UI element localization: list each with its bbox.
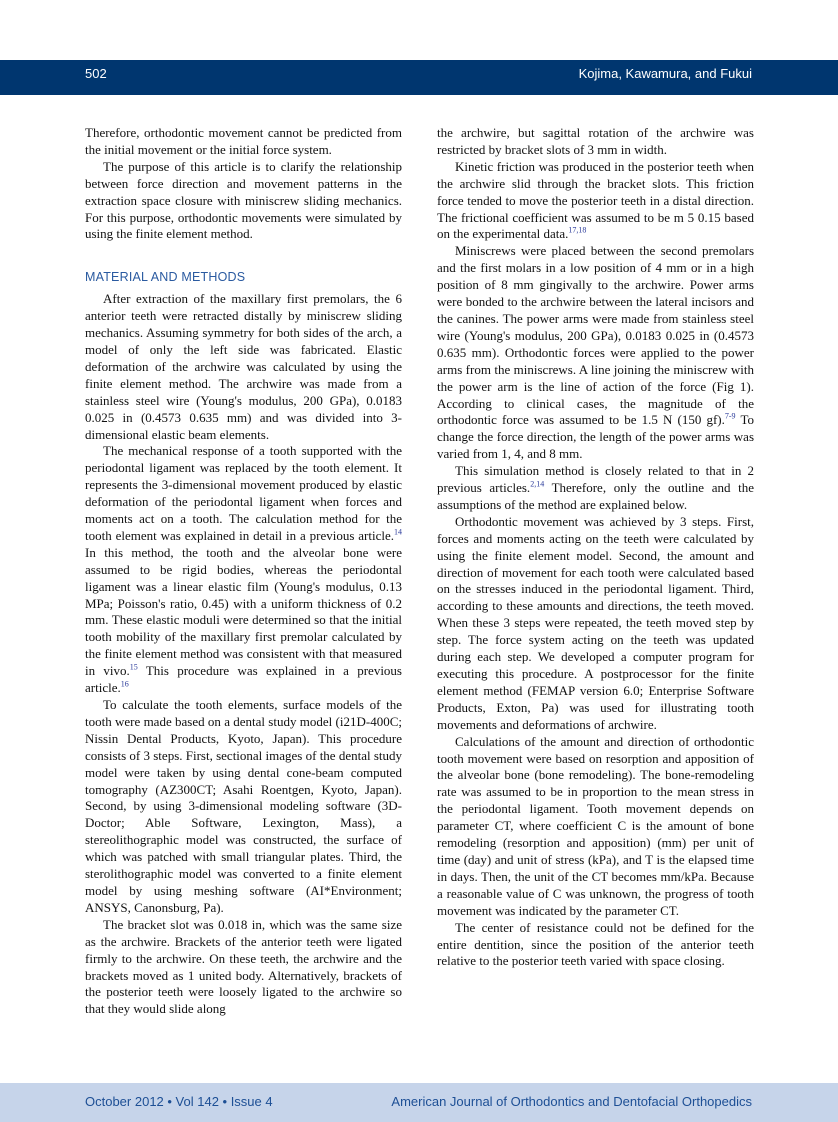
paragraph (437, 514, 754, 734)
paragraph (437, 920, 754, 971)
paragraph-text: Therefore, only the outline and the assumptions of the method are explained below. (437, 480, 754, 512)
paragraph (437, 159, 754, 244)
citation-reference: 2,14 (530, 479, 545, 489)
paragraph-text: The mechanical response of a tooth supported with the periodontal ligament was replaced by the tooth element. It represents the 3-dimensional movement produced by elastic deformation of the periodontal ligament when forces and moments act on a tooth. The calculation method for the tooth element was explained in detail in a previous article. (85, 443, 402, 543)
citation-reference: 7-9 (724, 412, 736, 422)
paragraph-text: The bracket slot was 0.018 in, which was the same size as the archwire. Brackets of the anterior teeth were ligated firmly to the archwire. On these teeth, the archwire and the brackets moved as 1 united body. Alternatively, brackets of the posterior teeth were loosely ligated to the archwire so that they would slide along (85, 916, 402, 1017)
section-heading: MATERIAL AND METHODS (85, 270, 246, 285)
citation-reference: 15 (129, 662, 138, 672)
right-column (437, 125, 754, 970)
paragraph-text: In this method, the tooth and the alveolar bone were assumed to be rigid bodies, whereas the periodontal ligament was a linear elastic film (Young's modulus, 0.13 MPa; Poisson's ratio, 0.45) with a uniform thickness of 0.2 mm. These elastic moduli were determined so that the initial tooth mobility of the maxillary first premolar calculated by the finite element method was consistent with that measured in vivo. (85, 544, 402, 679)
paragraph (437, 243, 754, 463)
paragraph-text: To calculate the tooth elements, surface models of the tooth were made based on a dental study model (i21D-400C; Nissin Dental Products, Kyoto, Japan). This procedure consists of 3 steps. First, sectional images of the dental study model were taken by using dental cone-beam computed tomography (AZ300CT; Asahi Roentgen, Kyoto, Japan). Second, by using 3-dimensional modeling software (3D-Doctor; Able Software, Lexington, Mass), a stereolithographic model was constructed, the surface of which was patched with small triangular plates. Third, the sterolithographic model was converted to a finite element model by using meshing software (AI*Environment; ANSYS, Canonsburg, Pa). (85, 697, 403, 915)
paragraph (85, 917, 402, 1018)
paragraph-text: Therefore, orthodontic movement cannot be predicted from the initial movement or the initial force system. (85, 125, 402, 157)
paragraph-text: The center of resistance could not be defined for the entire dentition, since the position of the anterior teeth relative to the posterior teeth varied with space closing. (437, 919, 754, 969)
running-header (0, 60, 838, 95)
paragraph-text: This simulation method is closely related to that in 2 previous articles. (437, 463, 754, 496)
paragraph (85, 125, 402, 159)
paragraph (85, 159, 402, 244)
paragraph-text: This procedure was explained in a previous article. (85, 663, 402, 696)
paragraph (437, 463, 754, 514)
paragraph-text: To change the force direction, the length of the power arms was varied from 1, 4, and 8 mm. (437, 412, 754, 462)
issue-info: October 2012 • Vol 142 • Issue 4 (85, 1094, 273, 1109)
citation-reference: 17,18 (568, 226, 587, 236)
citation-reference: 14 (394, 527, 402, 537)
paragraph-text: Calculations of the amount and direction of orthodontic tooth movement were based on resorption and apposition of the alveolar bone (bone remodeling). The bone-remodeling rate was assumed to be in proportion to the mean stress in the periodontal ligament. Tooth movement depends on parameter CT, where coefficient C is the amount of bone remodeling (resorption and apposition) (mm) per unit of time (day) and unit of stress (kPa), and T is the elapsed time in days. Then, the unit of the CT becomes mm/kPa. Because a reasonable value of C was unknown, the progress of tooth movement was indicated by the parameter CT. (437, 733, 754, 918)
paragraph-text: Orthodontic movement was achieved by 3 steps. First, forces and moments acting on the teeth were calculated by using the finite element model. Second, the amount and direction of movement for each tooth were calculated based on the stresses induced in the periodontal ligament. Third, according to these amounts and directions, the teeth moved. When these 3 steps were repeated, the teeth moved step by step. The force system acting on the teeth was updated during each step. We developed a computer program for executing this procedure. A postprocessor for the finite element method (FEMAP version 6.0; Enterprise Software Products, Exton, Pa) was used for illustrating tooth movements and deformations of archwire. (437, 513, 754, 732)
paragraph (85, 697, 402, 917)
running-footer (0, 1083, 838, 1122)
paragraph-text: Miniscrews were placed between the second premolars and the first molars in a low position of 4 mm or in a high position of 8 mm gingivally to the archwire. Power arms were bonded to the archwire between the lateral incisors and the canines. The power arms were made from stainless steel wire (Young's modulus, 200 GPa), 0.0183 0.025 in (0.4573 0.635 mm). Orthodontic forces were applied to the power arms from the miniscrews. A line joining the miniscrew with the power arm is the line of action of the force (Fig 1). According to clinical cases, the magnitude of the orthodontic force was assumed to be 1.5 N (150 gf). (437, 243, 754, 428)
journal-name: American Journal of Orthodontics and Dentofacial Orthopedics (391, 1094, 752, 1109)
paragraph (85, 443, 402, 697)
paragraph (85, 291, 402, 443)
paragraph (437, 125, 754, 159)
running-authors: Kojima, Kawamura, and Fukui (578, 66, 752, 81)
paragraph-text: After extraction of the maxillary first premolars, the 6 anterior teeth were retracted distally by miniscrew sliding mechanics. Assuming symmetry for both sides of the arch, a model of only the left side was fabricated. Elastic deformation of the archwire was calculated by using the finite element method. The archwire was made from a stainless steel wire (Young's modulus, 200 GPa), 0.0183 0.025 in (0.4573 0.635 mm) and was divided into 3-dimensional elastic beam elements. (85, 291, 402, 442)
citation-reference: 16 (120, 679, 129, 689)
left-column (85, 125, 402, 1018)
page-number: 502 (85, 66, 107, 81)
paragraph-text: the archwire, but sagittal rotation of the archwire was restricted by bracket slots of 3 mm in width. (437, 125, 754, 157)
paragraph-text: Kinetic friction was produced in the posterior teeth when the archwire slid through the bracket slots. This friction force tended to move the posterior teeth in a distal direction. The frictional coefficient was assumed to be m 5 0.15 based on the experimental data. (437, 158, 754, 242)
paragraph-text: The purpose of this article is to clarify the relationship between force direction and movement patterns in the extraction space closure with miniscrew sliding mechanics. For this purpose, orthodontic movements were simulated by using the finite element method. (85, 158, 402, 242)
paragraph (437, 734, 754, 920)
